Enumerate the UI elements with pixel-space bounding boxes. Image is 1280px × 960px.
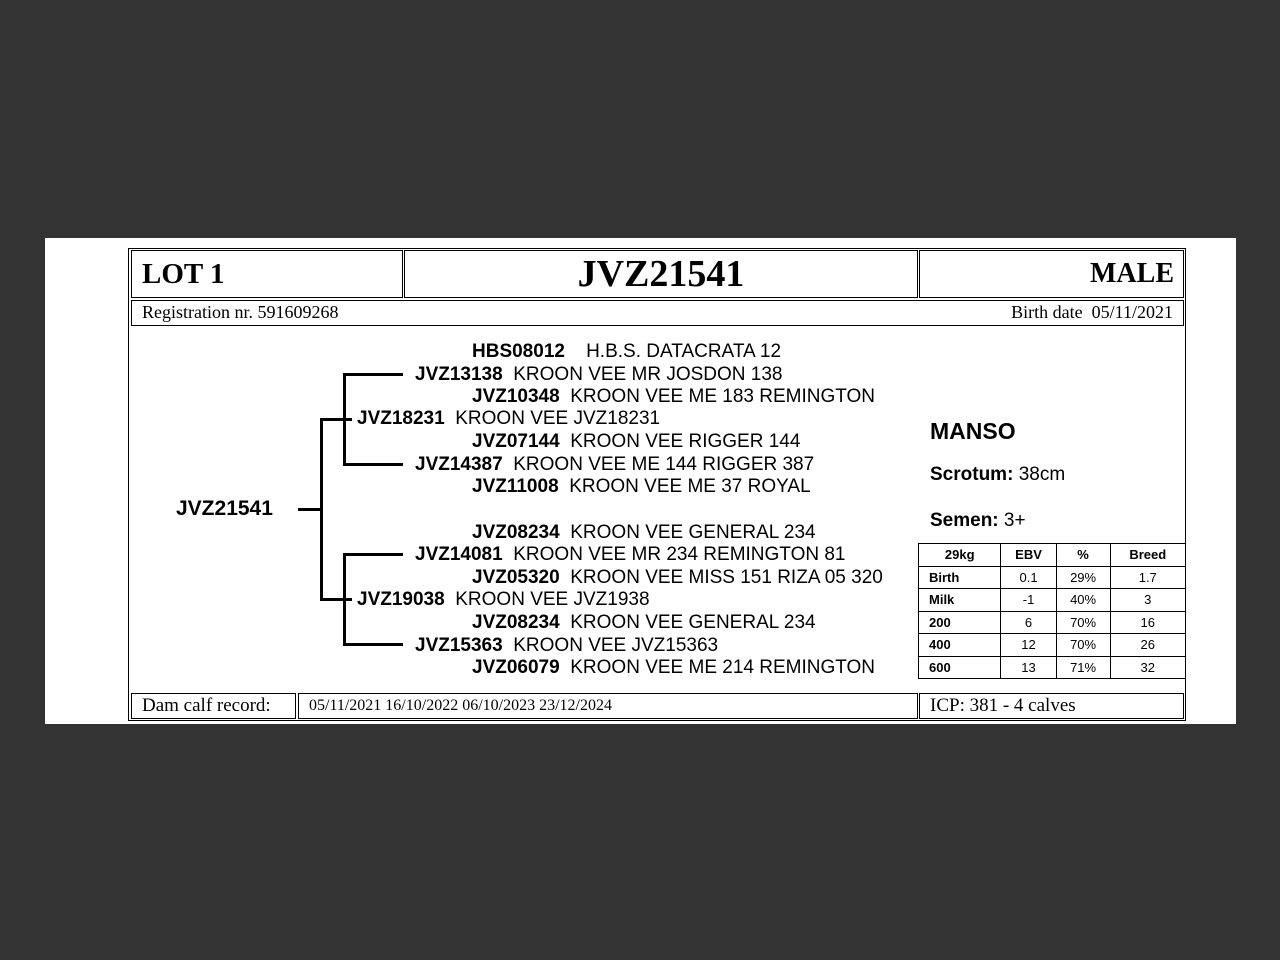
ebv-cell: 3 — [1110, 589, 1185, 612]
pedigree-name: KROON VEE RIGGER 144 — [570, 431, 801, 452]
ebv-row — [919, 589, 1186, 612]
ebv-row — [919, 611, 1186, 634]
birth-date-label: Birth date — [1011, 302, 1083, 322]
pedigree-id: JVZ07144 — [472, 431, 560, 452]
ebv-cell: -1 — [1001, 589, 1056, 612]
scrotum-label: Scrotum: — [930, 464, 1014, 485]
pedigree-name: H.B.S. DATACRATA 12 — [586, 341, 782, 362]
dam-sire-connector — [343, 553, 403, 556]
ebv-row-label: 200 — [919, 611, 1001, 634]
sex-label: MALE — [1090, 258, 1174, 289]
dam-calf-record-label: Dam calf record: — [142, 695, 271, 716]
dam-connector — [320, 598, 352, 601]
ebv-row — [919, 566, 1186, 589]
pedigree-id: JVZ18231 — [357, 408, 445, 429]
pedigree-row — [415, 635, 718, 657]
dam-calf-dates: 05/11/2021 16/10/2022 06/10/2023 23/12/2024 — [309, 697, 612, 714]
dam-dam-connector — [343, 643, 403, 646]
pedigree-name: KROON VEE ME 183 REMINGTON — [570, 386, 876, 407]
ebv-header-row — [919, 544, 1186, 567]
pedigree-row — [472, 522, 816, 544]
pedigree-root: JVZ21541 — [176, 497, 273, 520]
scrotum — [930, 464, 1065, 486]
dam-vertical — [343, 553, 346, 646]
icp-value: ICP: 381 - 4 calves — [930, 695, 1076, 716]
pedigree-name: KROON VEE MR JOSDON 138 — [513, 364, 783, 385]
animal-id-title: JVZ21541 — [577, 253, 745, 295]
birth-date-value: 05/11/2021 — [1091, 302, 1173, 322]
ebv-cell: 70% — [1056, 634, 1110, 657]
pedigree-name: KROON VEE GENERAL 234 — [570, 522, 816, 543]
sire-connector — [320, 418, 352, 421]
pedigree-id: JVZ14081 — [415, 544, 503, 565]
sire-dam-connector — [343, 463, 403, 466]
pedigree-row — [472, 341, 781, 363]
semen-value: 3+ — [1003, 510, 1026, 531]
pedigree-row — [415, 544, 845, 566]
pedigree-name: KROON VEE ME 37 ROYAL — [569, 476, 811, 497]
pedigree-row — [357, 589, 650, 611]
registration-number: Registration nr. 591609268 — [142, 302, 339, 322]
pedigree-row — [472, 431, 800, 453]
pedigree-row — [472, 612, 816, 634]
ebv-header-cell: % — [1056, 544, 1110, 567]
pedigree-name: KROON VEE ME 144 RIGGER 387 — [513, 454, 815, 475]
ebv-cell: 40% — [1056, 589, 1110, 612]
pedigree-id: JVZ15363 — [415, 635, 503, 656]
birth-date — [1011, 302, 1173, 323]
pedigree-name: KROON VEE JVZ18231 — [455, 408, 661, 429]
ebv-header-cell: 29kg — [919, 544, 1001, 567]
ebv-cell: 0.1 — [1001, 566, 1056, 589]
ebv-cell: 16 — [1110, 611, 1185, 634]
pedigree-id: JVZ14387 — [415, 454, 503, 475]
pedigree-id: JVZ19038 — [357, 589, 445, 610]
ebv-row-label: 600 — [919, 656, 1001, 679]
ebv-cell: 29% — [1056, 566, 1110, 589]
pedigree-name: KROON VEE GENERAL 234 — [570, 612, 816, 633]
pedigree-row — [472, 567, 883, 589]
ebv-table — [918, 543, 1186, 679]
pedigree-id: JVZ10348 — [472, 386, 560, 407]
pedigree-id: JVZ11008 — [472, 476, 559, 497]
pedigree-id: JVZ05320 — [472, 567, 560, 588]
ebv-header-cell: Breed — [1110, 544, 1185, 567]
sire-vertical — [343, 373, 346, 465]
ebv-cell: 26 — [1110, 634, 1185, 657]
ebv-row-label: Birth — [919, 566, 1001, 589]
ebv-row-label: 400 — [919, 634, 1001, 657]
pedigree-name: KROON VEE ME 214 REMINGTON — [570, 657, 876, 678]
ebv-cell: 71% — [1056, 656, 1110, 679]
pedigree-id: HBS08012 — [472, 341, 565, 362]
pedigree-name: KROON VEE JVZ15363 — [513, 635, 719, 656]
lot-number: LOT 1 — [142, 258, 225, 290]
pedigree-name: KROON VEE MISS 151 RIZA 05 320 — [570, 567, 883, 588]
semen — [930, 510, 1026, 532]
pedigree-row — [415, 454, 814, 476]
ebv-cell: 70% — [1056, 611, 1110, 634]
pedigree-id: JVZ13138 — [415, 364, 503, 385]
pedigree-name: KROON VEE MR 234 REMINGTON 81 — [513, 544, 846, 565]
scrotum-value: 38cm — [1018, 464, 1066, 485]
ebv-cell: 32 — [1110, 656, 1185, 679]
ebv-row — [919, 656, 1186, 679]
pedigree-id: JVZ08234 — [472, 522, 560, 543]
pedigree-row — [357, 408, 660, 430]
ebv-row-label: Milk — [919, 589, 1001, 612]
pedigree-id: JVZ06079 — [472, 657, 560, 678]
pedigree-id: JVZ08234 — [472, 612, 560, 633]
ebv-row — [919, 634, 1186, 657]
pedigree-row — [472, 386, 875, 408]
breeder-name: MANSO — [930, 418, 1016, 444]
pedigree-name: KROON VEE JVZ1938 — [455, 589, 650, 610]
sire-sire-connector — [343, 373, 403, 376]
pedigree-row — [472, 476, 811, 498]
ebv-cell: 13 — [1001, 656, 1056, 679]
ebv-cell: 6 — [1001, 611, 1056, 634]
pedigree-row — [415, 364, 782, 386]
ebv-cell: 12 — [1001, 634, 1056, 657]
ebv-cell: 1.7 — [1110, 566, 1185, 589]
root-connector — [298, 508, 322, 511]
semen-label: Semen: — [930, 510, 999, 531]
pedigree-row — [472, 657, 875, 679]
main-vertical — [320, 418, 323, 601]
ebv-header-cell: EBV — [1001, 544, 1056, 567]
